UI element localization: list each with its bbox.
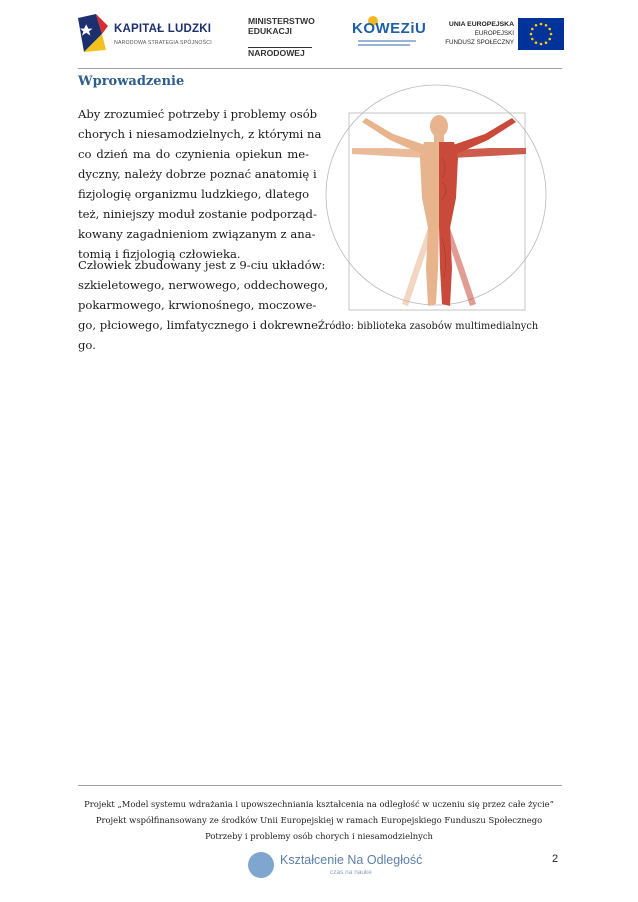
paragraph-line: Aby zrozumieć potrzeby i problemy osób [78,107,318,121]
paragraph-line: Człowiek zbudowany jest z 9-ciu układów: [78,258,326,272]
kapital-ludzki-subtitle: NARODOWA STRATEGIA SPÓJNOŚCI [114,40,212,46]
ministry-line-1: MINISTERSTWO [248,16,315,26]
kno-circle-icon [248,852,274,878]
eu-flag-icon [518,18,564,50]
eu-logo [445,18,564,52]
eu-line-3: FUNDUSZ SPOŁECZNY [445,39,514,46]
systems-paragraph [78,255,329,355]
ministry-logo [248,16,318,56]
kowez-subtitle-bar [358,40,416,42]
paragraph-line: go. [78,338,96,352]
section-heading: Wprowadzenie [78,74,185,89]
kowez-name: KOWEZiU [352,20,427,37]
eu-line-1: UNIA EUROPEJSKA [448,21,514,28]
paragraph-line: tomią i fizjologią człowieka. [78,247,241,261]
kapital-ludzki-logo [78,14,212,56]
kapital-ludzki-mark-icon [78,14,108,54]
kno-logo [248,850,423,882]
kno-logo-name: Kształcenie Na Odległość [280,853,423,867]
footer-project-line: Projekt „Model systemu wdrażania i upowszechniania kształcenia na odległość w uczeniu się przez całe życie” [84,799,554,809]
paragraph-line: co dzień ma do czynienia opiekun me- [78,147,309,161]
anatomy-illustration [318,78,548,318]
eu-line-2: EUROPEJSKI [474,30,514,37]
kno-logo-tagline: czas na nauke [330,869,372,876]
paragraph-line: kowany zagadnieniom związanym z ana- [78,227,316,241]
ministry-line-2: EDUKACJI [248,26,292,36]
kapital-ludzki-title: KAPITAŁ LUDZKI [114,23,212,35]
footer-divider [78,785,562,786]
kowez-subtitle-bar-2 [358,44,410,46]
page-number: 2 [552,853,559,865]
kowez-logo [352,16,427,54]
paragraph-line: fizjologię organizmu ludzkiego, dlatego [78,187,310,201]
footer-funding-line: Projekt współfinansowany ze środków Unii Europejskiej w ramach Europejskiego Funduszu Społecznego [95,815,543,825]
paragraph-line: szkieletowego, nerwowego, oddechowego, [78,278,329,292]
paragraph-line: pokarmowego, krwionośnego, moczowe- [78,298,317,312]
figure-caption: Źródło: biblioteka zasobów multimedialnych [318,321,539,332]
paragraph-line: dyczny, należy dobrze poznać anatomię i [78,167,317,181]
ministry-line-3: NARODOWEJ [248,48,305,58]
paragraph-line: chorych i niesamodzielnych, z którymi na [78,127,322,141]
footer-module-line: Potrzeby i problemy osób chorych i niesamodzielnych [205,831,433,841]
paragraph-line: go, płciowego, limfatycznego i dokrewne- [78,318,322,332]
header-divider [78,68,562,69]
paragraph-line: też, niniejszy moduł zostanie podporząd- [78,207,317,221]
intro-paragraph [78,104,322,264]
